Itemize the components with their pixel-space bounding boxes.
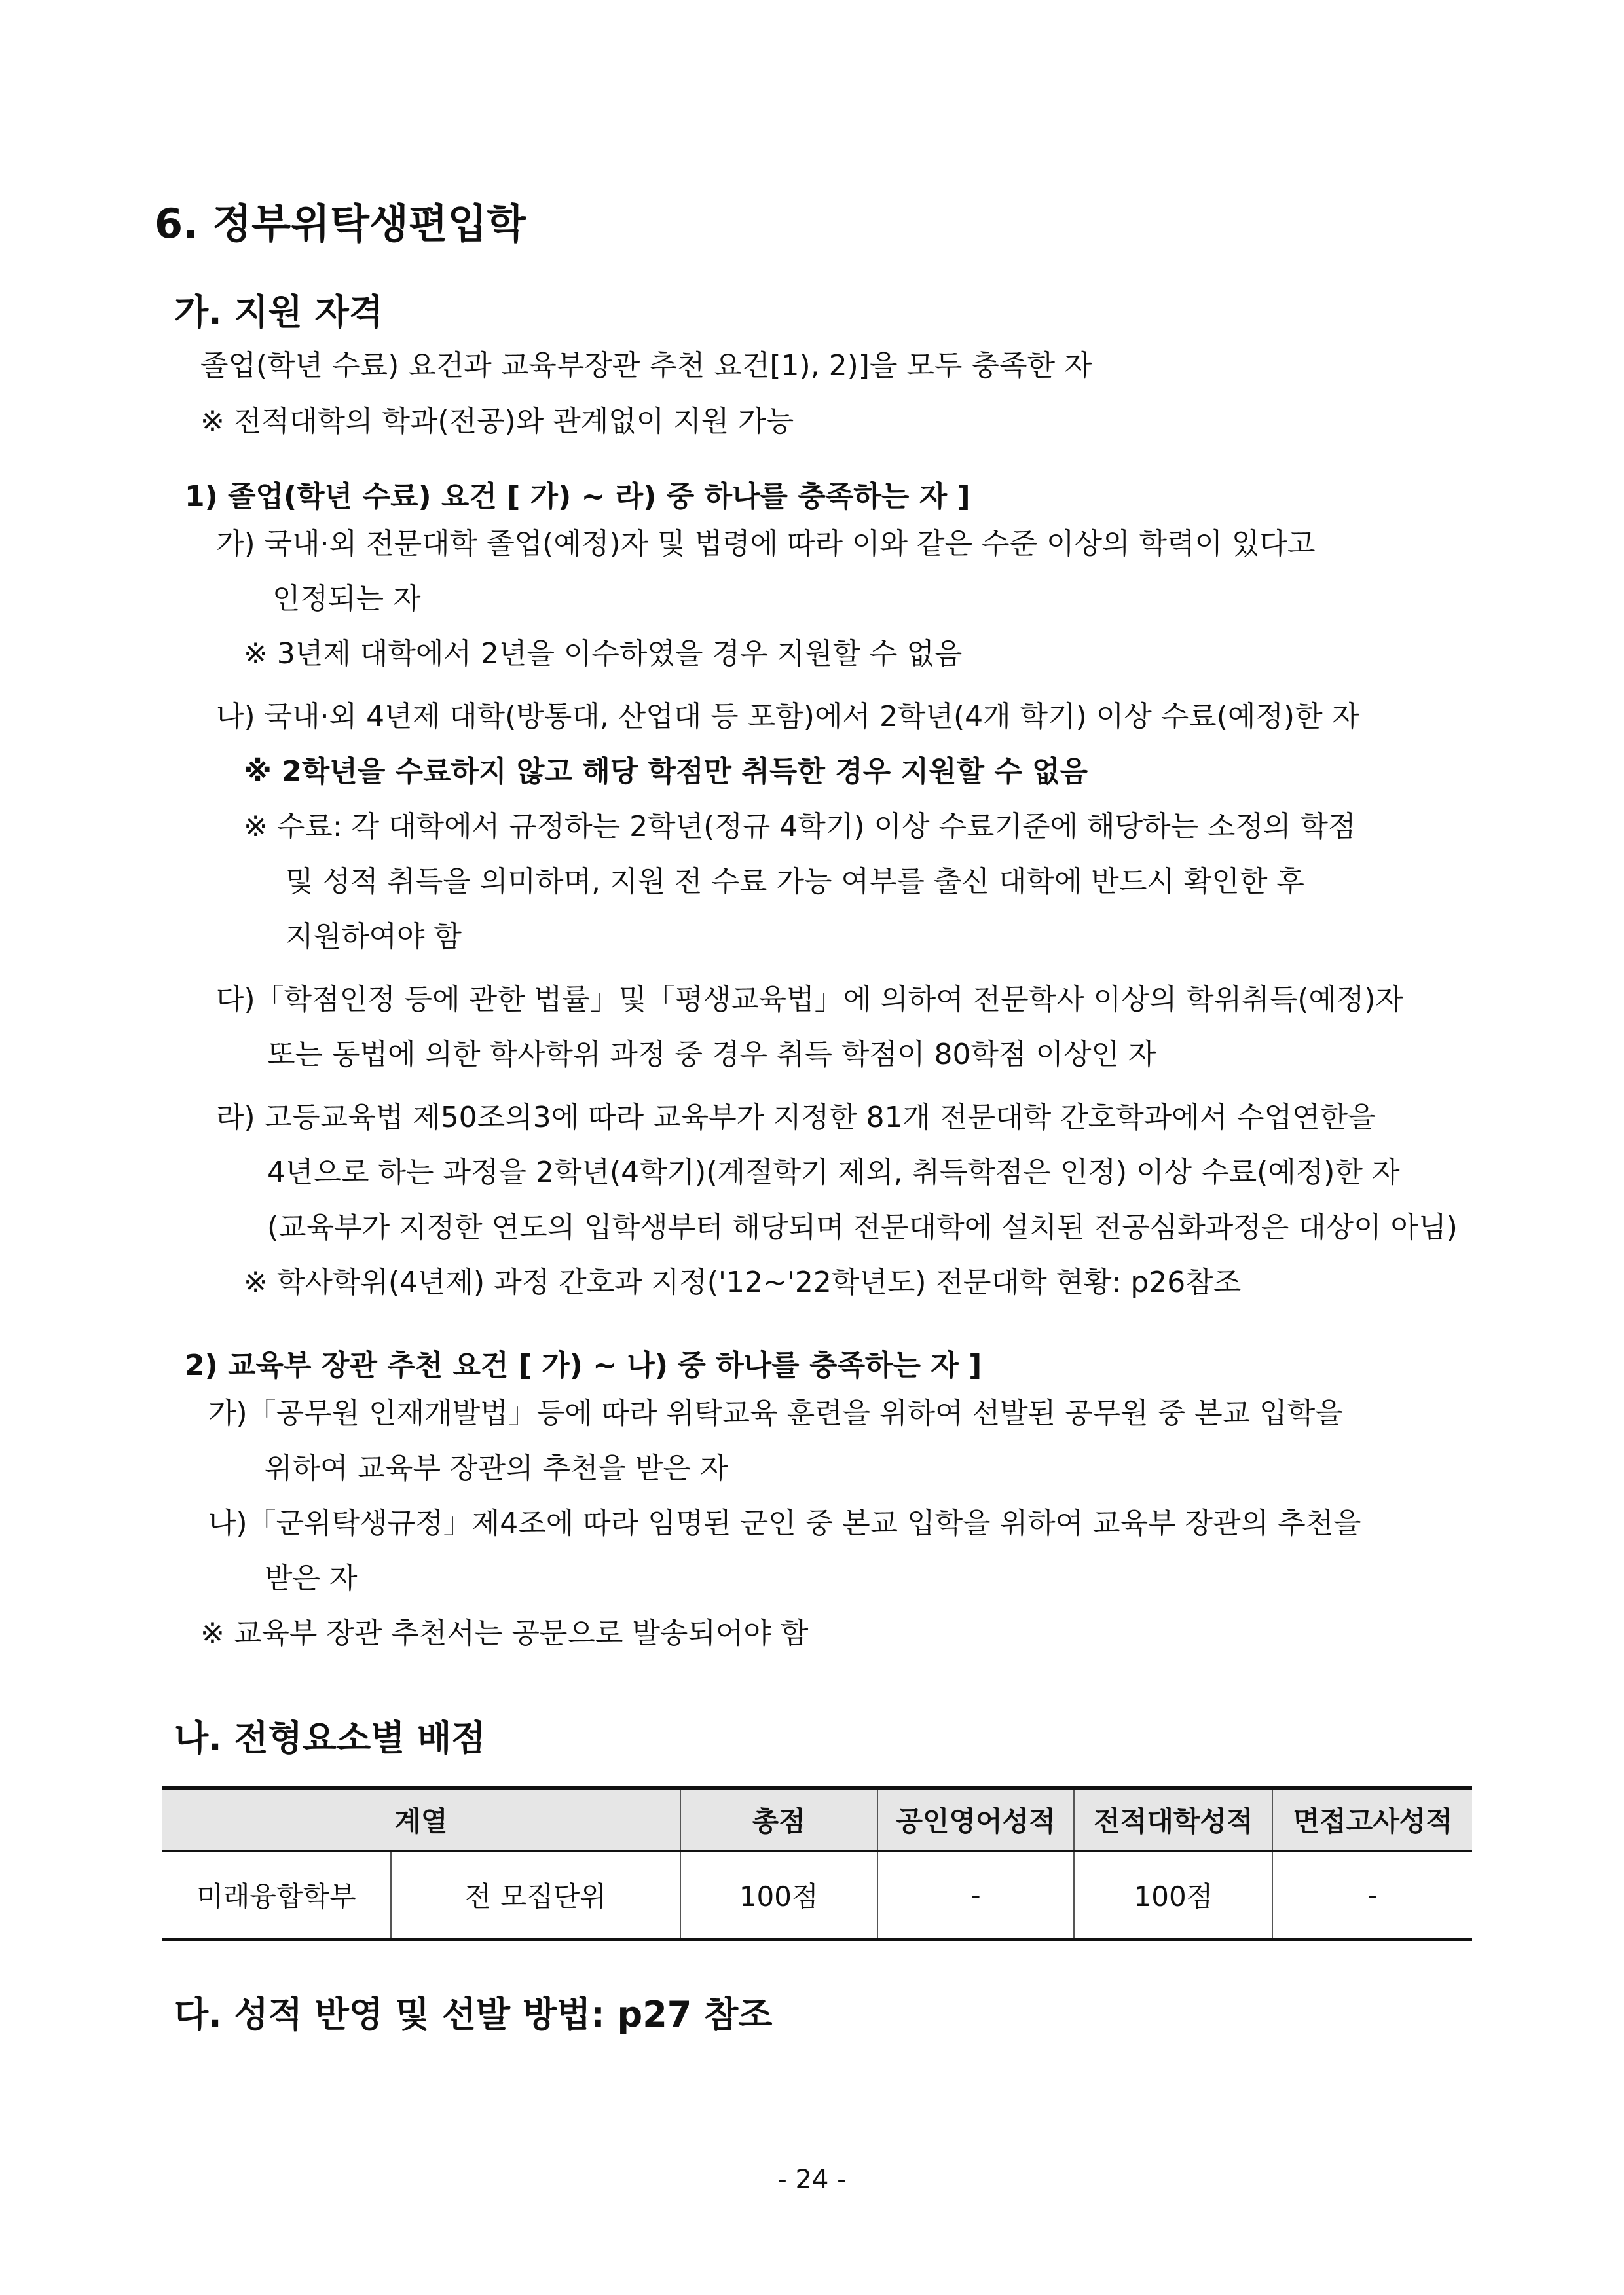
cell-total: 100점 — [680, 1851, 877, 1940]
heading-ga: 가. 지원 자격 — [174, 291, 383, 333]
req2-heading: 2) 교육부 장관 추천 요건 [ 가) ~ 나) 중 하나를 충족하는 자 ] — [185, 1349, 982, 1382]
cell-english: - — [877, 1851, 1075, 1940]
score-table — [162, 1786, 1472, 1941]
req2-a-line1: 가)「공무원 인재개발법」등에 따라 위탁교육 훈련을 위하여 선발된 공무원 중 본교 입학을 — [208, 1397, 1343, 1430]
cell-division: 미래융합학부 — [196, 1881, 356, 1913]
req1-a-line1: 가) 국내·외 전문대학 졸업(예정)자 및 법령에 따라 이와 같은 수준 이상의 학력이 있다고 — [216, 527, 1316, 560]
header-prev-college: 전적대학성적 — [1074, 1788, 1272, 1851]
eligibility-note: ※ 전적대학의 학과(전공)와 관계없이 지원 가능 — [200, 405, 794, 438]
req2-b-line2: 받은 자 — [265, 1562, 358, 1595]
req1-b-note1: ※ 2학년을 수료하지 않고 해당 학점만 취득한 경우 지원할 수 없음 — [244, 755, 1088, 788]
req1-b-note2-line3: 지원하여야 함 — [286, 920, 462, 953]
req1-b-note2-line1: ※ 수료: 각 대학에서 규정하는 2학년(정규 4학기) 이상 수료기준에 해당하는 소정의 학점 — [244, 810, 1356, 843]
req1-a-line2: 인정되는 자 — [272, 582, 421, 615]
req2-a-line2: 위하여 교육부 장관의 추천을 받은 자 — [265, 1452, 728, 1485]
table-header-row — [162, 1788, 1472, 1851]
cell-unit: 전 모집단위 — [391, 1851, 680, 1940]
req2-note: ※ 교육부 장관 추천서는 공문으로 발송되어야 함 — [200, 1617, 809, 1650]
req1-b-note2-line2: 및 성적 취득을 의미하며, 지원 전 수료 가능 여부를 출신 대학에 반드시 확인한 후 — [286, 865, 1304, 898]
req1-d-line2: 4년으로 하는 과정을 2학년(4학기)(계절학기 제외, 취득학점은 인정) 이상 수료(예정)한 자 — [267, 1156, 1400, 1189]
req1-d-line3: (교육부가 지정한 연도의 입학생부터 해당되며 전문대학에 설치된 전공심화과정은 대상이 아님) — [267, 1211, 1458, 1244]
table-row — [162, 1851, 1472, 1940]
req1-c-line2: 또는 동법에 의한 학사학위 과정 중 경우 취득 학점이 80학점 이상인 자 — [267, 1038, 1156, 1071]
cell-interview: - — [1272, 1851, 1472, 1940]
header-total: 총점 — [680, 1788, 877, 1851]
cell-prev-college: 100점 — [1074, 1851, 1272, 1940]
req1-heading: 1) 졸업(학년 수료) 요건 [ 가) ~ 라) 중 하나를 충족하는 자 ] — [185, 480, 970, 513]
header-category: 계열 — [162, 1788, 680, 1851]
req1-c-line1: 다)「학점인정 등에 관한 법률」및「평생교육법」에 의하여 전문학사 이상의 학위취득(예정)자 — [216, 983, 1404, 1016]
req1-d-line1: 라) 고등교육법 제50조의3에 따라 교육부가 지정한 81개 전문대학 간호학과에서 수업연한을 — [216, 1101, 1376, 1134]
section-title: 6. 정부위탁생편입학 — [155, 200, 526, 248]
heading-da: 다. 성적 반영 및 선발 방법: p27 참조 — [174, 1994, 773, 2035]
heading-na: 나. 전형요소별 배점 — [174, 1717, 486, 1759]
page-number: - 24 - — [777, 2165, 847, 2195]
req1-b-line1: 나) 국내·외 4년제 대학(방통대, 산업대 등 포함)에서 2학년(4개 학기) 이상 수료(예정)한 자 — [216, 700, 1360, 733]
header-interview: 면접고사성적 — [1272, 1788, 1472, 1851]
req1-d-note: ※ 학사학위(4년제) 과정 간호과 지정('12~'22학년도) 전문대학 현황: p26참조 — [244, 1266, 1242, 1299]
header-english: 공인영어성적 — [877, 1788, 1075, 1851]
req1-a-note: ※ 3년제 대학에서 2년을 이수하였을 경우 지원할 수 없음 — [244, 637, 963, 670]
req2-b-line1: 나)「군위탁생규정」제4조에 따라 임명된 군인 중 본교 입학을 위하여 교육부 장관의 추천을 — [208, 1507, 1361, 1540]
eligibility-intro: 졸업(학년 수료) 요건과 교육부장관 추천 요건[1), 2)]을 모두 충족한 자 — [200, 349, 1092, 382]
